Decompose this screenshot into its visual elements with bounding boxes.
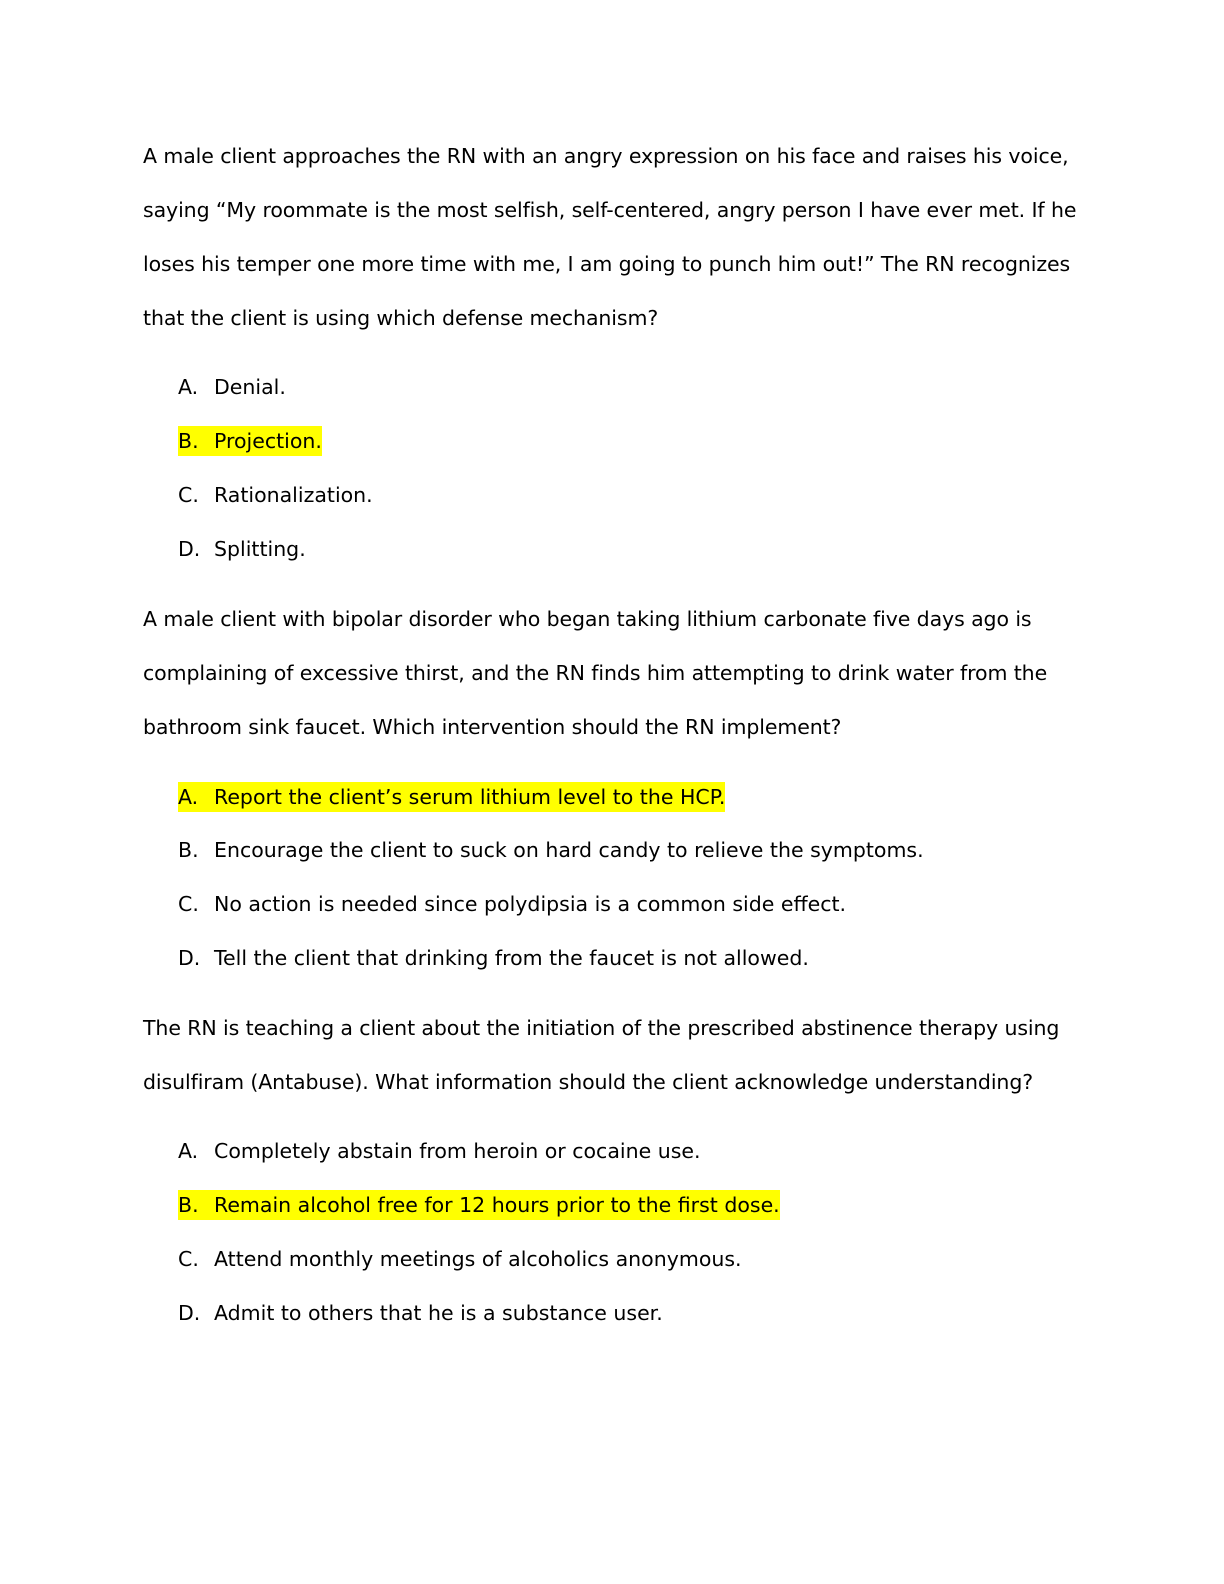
option-letter: C. [178, 483, 199, 507]
question-3-stem-line-2: disulfiram (Antabuse). What information should the client acknowledge understanding? [143, 1070, 1034, 1094]
question-1-option-d [178, 534, 306, 564]
question-2-option-d [178, 943, 809, 973]
question-3-stem [143, 1001, 1083, 1109]
option-text: Report the client’s serum lithium level to the HCP. [214, 785, 726, 809]
question-2-option-b [178, 835, 924, 865]
option-text: Tell the client that drinking from the faucet is not allowed. [214, 946, 809, 970]
option-text: Completely abstain from heroin or cocaine use. [214, 1139, 701, 1163]
option-text: Remain alcohol free for 12 hours prior to the first dose. [214, 1193, 780, 1217]
option-letter: D. [178, 537, 201, 561]
question-1-option-c [178, 480, 373, 510]
question-2-stem-line-3: bathroom sink faucet. Which intervention should the RN implement? [143, 715, 842, 739]
question-2-option-c [178, 889, 846, 919]
question-1-stem-line-4: that the client is using which defense mechanism? [143, 306, 659, 330]
question-1-stem-line-1: A male client approaches the RN with an angry expression on his face and raises his voice, [143, 144, 1069, 168]
question-3-option-c [178, 1244, 742, 1274]
question-1-stem [143, 129, 1083, 345]
question-1-stem-line-2: saying “My roommate is the most selfish, self-centered, angry person I have ever met. If he [143, 198, 1077, 222]
option-text: Projection. [214, 429, 322, 453]
option-letter: B. [178, 1193, 199, 1217]
question-3-option-a [178, 1136, 701, 1166]
question-2-stem-line-1: A male client with bipolar disorder who began taking lithium carbonate five days ago is [143, 607, 1032, 631]
option-letter: B. [178, 838, 199, 862]
option-letter: C. [178, 892, 199, 916]
question-1-option-b-highlighted [178, 426, 322, 456]
option-letter: C. [178, 1247, 199, 1271]
option-letter: A. [178, 1139, 199, 1163]
question-2-stem-line-2: complaining of excessive thirst, and the RN finds him attempting to drink water from the [143, 661, 1048, 685]
question-3-stem-line-1: The RN is teaching a client about the initiation of the prescribed abstinence therapy using [143, 1016, 1060, 1040]
option-text: Attend monthly meetings of alcoholics anonymous. [214, 1247, 742, 1271]
question-1-option-a [178, 372, 286, 402]
option-letter: D. [178, 946, 201, 970]
option-text: Denial. [214, 375, 286, 399]
option-text: No action is needed since polydipsia is a common side effect. [214, 892, 847, 916]
option-letter: B. [178, 429, 199, 453]
question-2-stem [143, 592, 1083, 754]
option-text: Admit to others that he is a substance user. [214, 1301, 663, 1325]
question-2-option-a-highlighted [178, 782, 725, 812]
question-1-stem-line-3: loses his temper one more time with me, I am going to punch him out!” The RN recognizes [143, 252, 1071, 276]
option-letter: A. [178, 375, 199, 399]
option-text: Rationalization. [214, 483, 373, 507]
option-letter: A. [178, 785, 199, 809]
question-3-option-b-highlighted [178, 1190, 780, 1220]
option-letter: D. [178, 1301, 201, 1325]
option-text: Splitting. [214, 537, 306, 561]
option-text: Encourage the client to suck on hard candy to relieve the symptoms. [214, 838, 924, 862]
question-3-option-d [178, 1298, 663, 1328]
